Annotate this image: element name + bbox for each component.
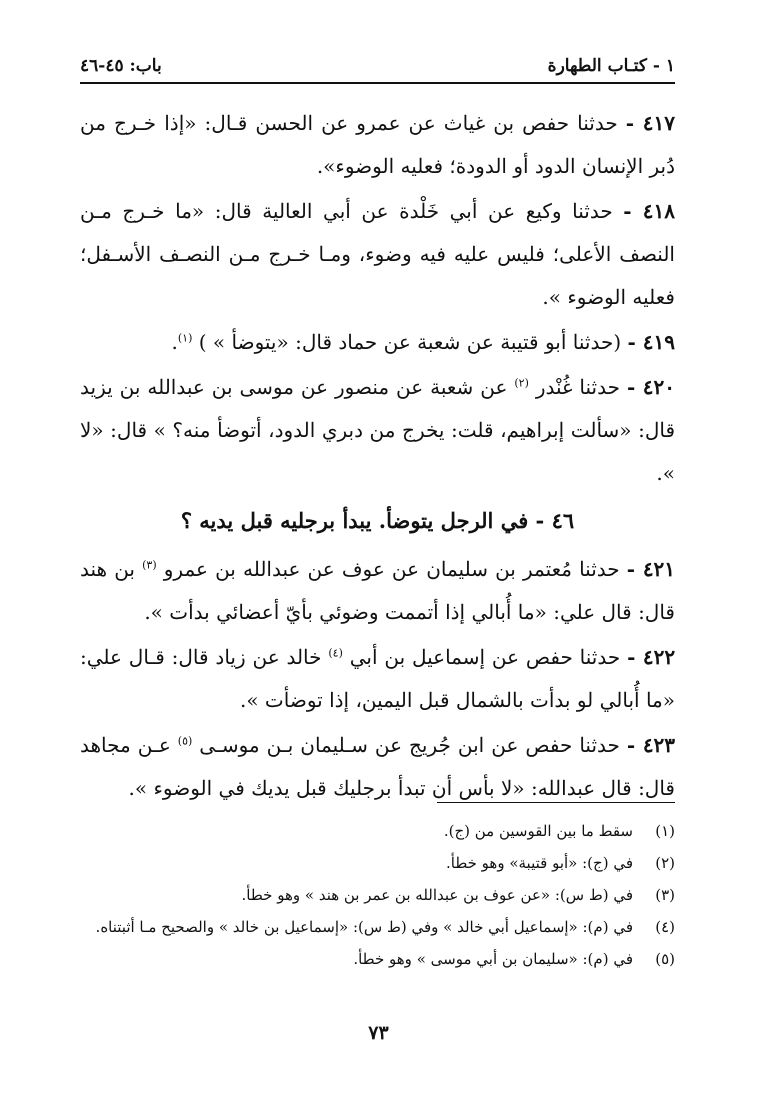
footnote-ref[interactable]: (٢) [514, 376, 529, 390]
footnote: (٣) في (ط س): «عن عوف بن عبدالله بن عمر بن هند » وهو خطأ. [241, 886, 675, 904]
header-divider [80, 82, 675, 84]
hadith-paragraph: ٤١٧ - حدثنا حفص بن غياث عن عمرو عن الحسن قـال: «إذا خـرج من دُبر الإنسان الدود أو الدودة؛ فعليه الوضوء». [80, 111, 676, 178]
footnote: (٢) في (ج): «أبو قتيبة» وهو خطأ. [445, 854, 675, 872]
footnotes [80, 815, 675, 975]
hadith-paragraph: ٤٢٠ - حدثنا غُنْدر $^{(٢)}$ عن شعبة عن منصور عن موسى بن عبدالله بن يزيد قال: «سألت إبراهيم، قلت: يخرج من دبري الدود، أتوضأ منه؟ » قال: «لا ». [80, 375, 676, 485]
main-text [80, 102, 675, 812]
footnote: (١) سقط ما بين القوسين من (ج). [443, 822, 675, 840]
footnote-ref[interactable]: (٣) [142, 558, 157, 572]
page-number: ٧٣ [368, 1022, 389, 1044]
footnote: (٤) في (م): «إسماعيل أبي خالد » وفي (ط س): «إسماعيل بن خالد » والصحيح مـا أثبتناه. [95, 918, 675, 936]
hadith-paragraph: ٤٢٣ - حدثنا حفص عن ابن جُريج عن سـليمان بـن موسـى $^{(٥)}$ عـن مجاهد قال: قال عبدالله: «لا بأس أن تبدأ برجليك قبل يديك في الوضوء ». [80, 733, 676, 800]
footnote-ref[interactable]: (٥) [177, 734, 193, 748]
footnote-ref[interactable]: (٤) [328, 646, 343, 660]
hadith-paragraph: ٤٢١ - حدثنا مُعتمر بن سليمان عن عوف عن عبدالله بن عمرو $^{(٣)}$ بن هند قال: قال علي: «ما أُبالي إذا أتممت وضوئي بأيّ أعضائي بدأت ». [80, 557, 676, 624]
chapter-title: ١ - كتـاب الطهارة [547, 56, 675, 76]
footnote: (٥) في (م): «سليمان بن أبي موسى » وهو خطأ. [353, 950, 675, 968]
hadith-paragraph: ٤١٩ - (حدثنا أبو قتيبة عن شعبة عن حماد قال: «يتوضأ » ) $^{(١)}$. [171, 330, 675, 354]
footnote-divider [437, 802, 675, 803]
hadith-paragraph: ٤١٨ - حدثنا وكيع عن أبي خَلْدة عن أبي العالية قال: «ما خـرج مـن النصف الأعلى؛ فليس عليه فيه وضوء، ومـا خـرج مـن النصـف الأسـفل؛ فعليه الوضوء ». [80, 199, 676, 309]
footnote-ref[interactable]: (١) [177, 331, 193, 345]
hadith-paragraph: ٤٢٢ - حدثنا حفص عن إسماعيل بن أبي $^{(٤)}$ خالد عن زياد قال: قـال علي: «ما أُبالي لو بدأت بالشمال قبل اليمين، إذا توضأت ». [80, 645, 676, 712]
section-heading: ٤٦ - في الرجل يتوضأ. يبدأ برجليه قبل يديه ؟ [180, 508, 575, 533]
running-header [80, 50, 675, 82]
section-label: باب: ٤٥-٤٦ [80, 56, 162, 76]
